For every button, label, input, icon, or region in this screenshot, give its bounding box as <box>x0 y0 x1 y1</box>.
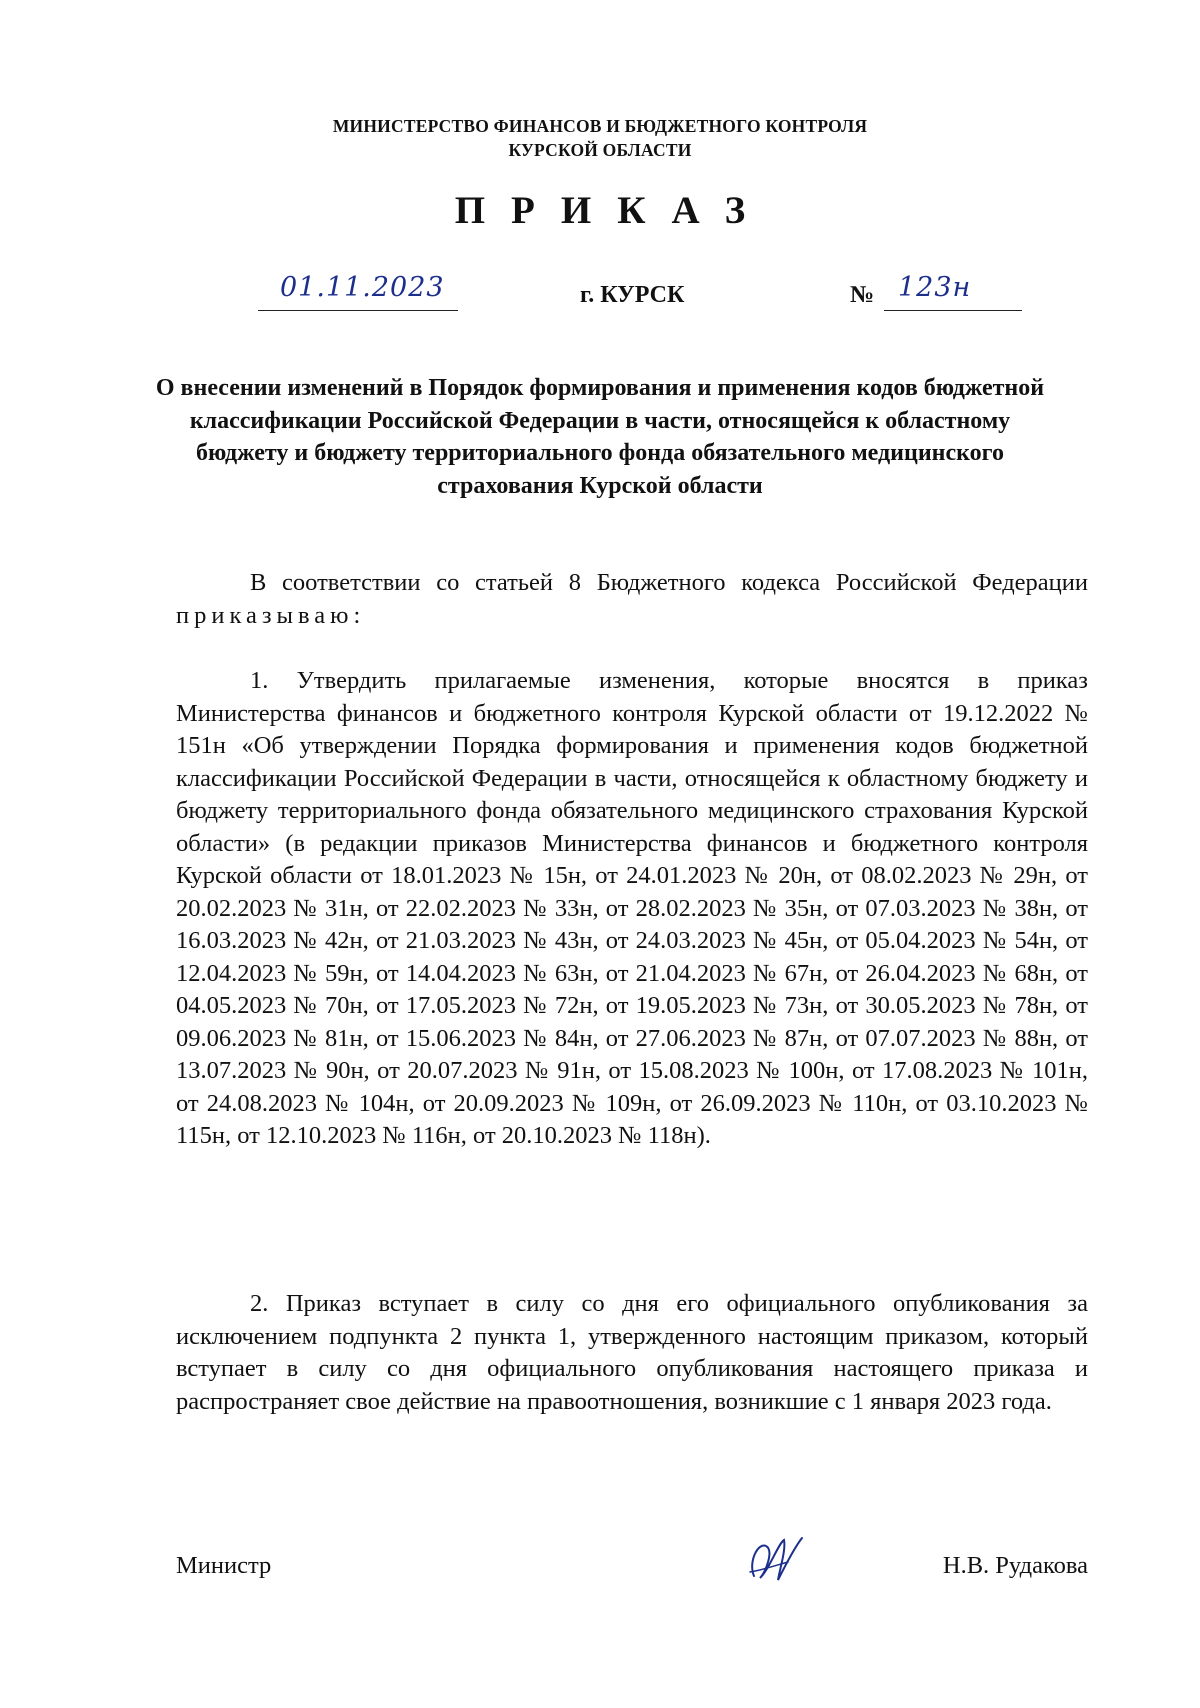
document-heading: О внесении изменений в Порядок формирования и применения кодов бюджетной классификации Российской Федерации в части, относящейся к областному бюджету и бюджету территориального фонда обязательного медицинского страхования Курской области <box>155 375 1045 499</box>
document-meta-row <box>0 272 1200 316</box>
order-word: приказываю: <box>176 601 366 629</box>
item-1-text: 1. Утвердить прилагаемые изменения, которые вносятся в приказ Министерства финансов и бюджетного контроля Курской области от 19.12.2022 № 151н «Об утверждении Порядка формирования и применения кодов бюджетной классификации Российской Федерации в части, относящейся к областному бюджету и бюджету территориального фонда обязательного медицинского страхования Курской области» (в редакции приказов Министерства финансов и бюджетного контроля Курской области от 18.01.2023 № 15н, от 24.01.2023 № 20н, от 08.02.2023 № 29н, от 20.02.2023 № 31н, от 22.02.2023 № 33н, от 28.02.2023 № 35н, от 07.03.2023 № 38н, от 16.03.2023 № 42н, от 21.03.2023 № 43н, от 24.03.2023 № 45н, от 05.04.2023 № 54н, от 12.04.2023 № 59н, от 14.04.2023 № 63н, от 21.04.2023 № 67н, от 26.04.2023 № 68н, от 04.05.2023 № 70н, от 17.05.2023 № 72н, от 19.05.2023 № 73н, от 30.05.2023 № 78н, от 09.06.2023 № 81н, от 15.06.2023 № 84н, от 27.06.2023 № 87н, от 07.07.2023 № 88н, от 13.07.2023 № 90н, от 20.07.2023 № 91н, от 15.08.2023 № 100н, от 17.08.2023 № 101н, от 24.08.2023 № 104н, от 20.09.2023 № 109н, от 26.09.2023 № 110н, от 03.10.2023 № 115н, от 12.10.2023 № 116н, от 20.10.2023 № 118н). <box>176 667 1088 1149</box>
intro-text: В соответствии со статьей 8 Бюджетного кодекса Российской Федерации <box>250 569 1088 596</box>
handwritten-date: 01.11.2023 <box>280 272 445 303</box>
signature-block <box>176 1540 1088 1600</box>
number-sign: № <box>850 282 875 308</box>
signer-position: Министр <box>176 1552 272 1579</box>
intro-paragraph <box>176 567 1088 632</box>
item-2-text: 2. Приказ вступает в силу со дня его официального опубликования за исключением подпункта 2 пункта 1, утвержденного настоящим приказом, который вступает в силу со дня официального опубликования настоящего приказа и распространяет свое действие на правоотношения, возникшие с 1 января 2023 года. <box>176 1290 1088 1415</box>
document-type-title: ПРИКАЗ <box>454 189 772 232</box>
handwritten-number: 123н <box>898 272 972 303</box>
city-label: г. КУРСК <box>580 282 685 308</box>
handwritten-signature <box>744 1532 808 1588</box>
item-1-paragraph <box>176 665 1088 1153</box>
item-2-paragraph <box>176 1288 1088 1418</box>
ministry-name-line1: МИНИСТЕРСТВО ФИНАНСОВ И БЮДЖЕТНОГО КОНТРОЛЯ <box>332 116 868 136</box>
signer-name: Н.В. Рудакова <box>942 1552 1088 1579</box>
date-field <box>258 272 458 311</box>
ministry-name-line2: КУРСКОЙ ОБЛАСТИ <box>508 140 692 160</box>
number-field <box>884 272 1022 311</box>
